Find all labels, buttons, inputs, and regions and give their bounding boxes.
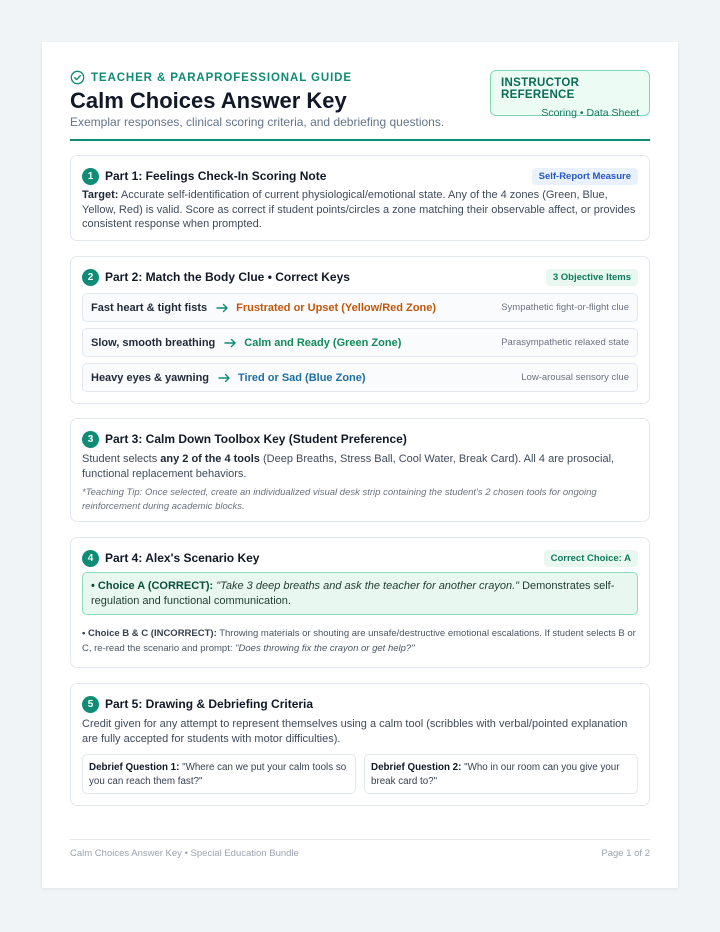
- debrief-q2-text: "Who in our room can you give your break card to?": [371, 762, 620, 787]
- part3-card: [70, 418, 650, 522]
- debrief-q1-label: Debrief Question 1:: [89, 762, 180, 773]
- part1-title: Part 1: Feelings Check-In Scoring Note: [105, 169, 327, 183]
- part4-card: [70, 537, 650, 668]
- arrow-right-icon: [216, 303, 229, 313]
- match-row: [82, 293, 638, 322]
- part1-target-text: Accurate self-identification of current physiological/emotional state. Any of the 4 zones (Green, Blue, Yellow, Red) is valid. Score as correct if student points/circles a zone matching their observable affect, or provides consistent response when prompted.: [82, 189, 636, 230]
- correct-choice-box: [82, 572, 638, 615]
- arrow-right-icon: [218, 373, 231, 383]
- part5-body: Credit given for any attempt to represent themselves using a calm tool (scribbles with verbal/pointed explanation are fully accepted for students with motor difficulties).: [82, 718, 628, 745]
- body-clue: Heavy eyes & yawning: [91, 371, 210, 384]
- part1-number: 1: [82, 168, 99, 185]
- part1-body: [82, 188, 638, 232]
- page-number: Page 1 of 2: [601, 848, 650, 859]
- part3-title: Part 3: Calm Down Toolbox Key (Student Preference): [105, 432, 407, 446]
- incorrect-choice-note: [82, 626, 638, 656]
- incorrect-choice-text: Throwing materials or shouting are unsafe/destructive emotional escalations. If student selects B or C, re-read the scenario and prompt:: [82, 628, 636, 654]
- part1-target-label: Target:: [82, 189, 119, 201]
- part2-number: 2: [82, 269, 99, 286]
- debrief-q2-label: Debrief Question 2:: [371, 762, 462, 773]
- part2-badge: 3 Objective Items: [546, 269, 638, 286]
- incorrect-choice-label: • Choice B & C (INCORRECT):: [82, 628, 217, 639]
- part2-card: [70, 256, 650, 404]
- arrow-right-icon: [224, 338, 237, 348]
- debrief-q1-text: "Where can we put your calm tools so you can reach them fast?": [89, 762, 347, 787]
- correct-choice-label: • Choice A (CORRECT):: [91, 580, 214, 592]
- teaching-tip: *Teaching Tip: Once selected, create an individualized visual desk strip containing the student's 2 chosen tools for ongoing reinforcement during academic blocks.: [82, 487, 597, 512]
- match-row: [82, 328, 638, 357]
- part5-card: [70, 683, 650, 806]
- match-row: [82, 363, 638, 392]
- footer-left: Calm Choices Answer Key • Special Education Bundle: [70, 848, 299, 859]
- body-clue: Fast heart & tight fists: [91, 301, 208, 314]
- zone-answer: Calm and Ready (Green Zone): [244, 336, 402, 349]
- guide-eyebrow: [70, 70, 352, 85]
- zone-answer: Frustrated or Upset (Yellow/Red Zone): [236, 301, 436, 314]
- part4-badge: Correct Choice: A: [544, 550, 638, 567]
- clue-note: Sympathetic fight-or-flight clue: [501, 302, 629, 313]
- part5-number: 5: [82, 696, 99, 713]
- debrief-question-2: [364, 754, 638, 794]
- part3-number: 3: [82, 431, 99, 448]
- answer-key-page: [42, 42, 678, 888]
- part3-body: [82, 452, 638, 481]
- clue-note: Low-arousal sensory clue: [521, 372, 629, 383]
- part4-title: Part 4: Alex's Scenario Key: [105, 551, 260, 565]
- instructor-reference-box: [490, 70, 650, 119]
- debrief-question-1: [82, 754, 356, 794]
- part1-badge: Self-Report Measure: [532, 168, 638, 185]
- header-divider: [70, 139, 650, 141]
- part2-title: Part 2: Match the Body Clue • Correct Keys: [105, 270, 350, 284]
- reference-subtitle: Scoring • Data Sheet: [541, 107, 639, 119]
- page-subtitle: Exemplar responses, clinical scoring criteria, and debriefing questions.: [70, 115, 445, 129]
- part3-text-start: Student selects: [82, 453, 161, 465]
- part5-title: Part 5: Drawing & Debriefing Criteria: [105, 697, 314, 711]
- part3-text-bold: any 2 of the 4 tools: [160, 453, 260, 465]
- correct-choice-quote: "Take 3 deep breaths and ask the teacher for another crayon.": [216, 580, 520, 592]
- reference-title: INSTRUCTOR REFERENCE: [501, 77, 580, 101]
- eyebrow-text: TEACHER & PARAPROFESSIONAL GUIDE: [91, 71, 352, 84]
- part3-text-end: (Deep Breaths, Stress Ball, Cool Water, Break Card). All 4 are prosocial, functional replacement behaviors.: [82, 453, 615, 480]
- correct-choice-text: Demonstrates self-regulation and functional communication.: [91, 580, 615, 607]
- page-title: Calm Choices Answer Key: [70, 88, 347, 113]
- incorrect-choice-prompt: "Does throwing fix the crayon or get help?": [235, 643, 415, 654]
- part1-card: [70, 155, 650, 241]
- footer-divider: [70, 839, 650, 840]
- part4-number: 4: [82, 550, 99, 567]
- zone-answer: Tired or Sad (Blue Zone): [238, 371, 366, 384]
- check-circle-icon: [70, 70, 85, 85]
- clue-note: Parasympathetic relaxed state: [501, 337, 629, 348]
- body-clue: Slow, smooth breathing: [91, 336, 216, 349]
